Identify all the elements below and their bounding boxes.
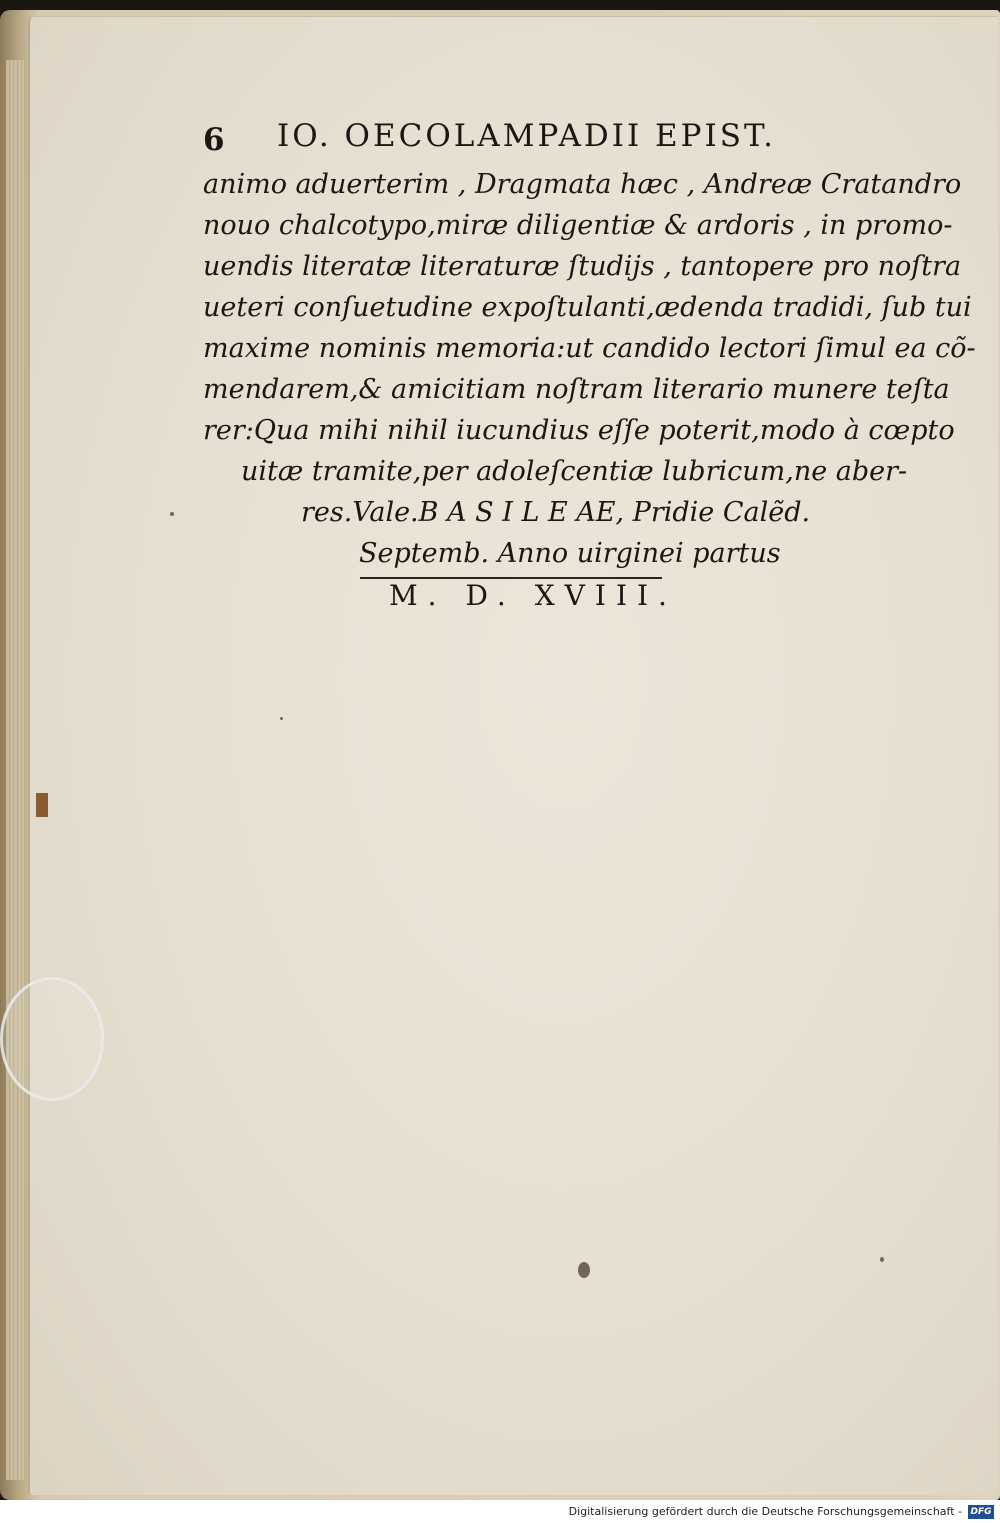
paper-spot	[280, 717, 283, 720]
text-line: rer:Qua mihi nihil iucundius eſſe poterit,modo à cœpto	[203, 415, 955, 446]
footer-strip	[0, 1500, 1000, 1523]
paper-spot	[578, 1262, 590, 1278]
running-title: IO. OECOLAMPADII EPIST.	[277, 118, 776, 154]
text-line: nouo chalcotypo,miræ diligentiæ & ardoris , in promo-	[203, 210, 953, 241]
text-line: ueteri conſuetudine expoſtulanti,ædenda tradidi, ſub tui	[203, 292, 972, 323]
dfg-logo: DFG	[968, 1505, 994, 1519]
text-line: maxime nominis memoria:ut candido lectori ſimul ea cõ-	[203, 333, 976, 364]
page-edges	[6, 60, 24, 1480]
funding-credit: Digitalisierung gefördert durch die Deutsche Forschungsgemeinschaft -	[568, 1505, 962, 1518]
text-line: animo aduerterim , Dragmata hæc , Andreæ Cratandro	[203, 169, 962, 200]
imprint-date: M. D. XVIII.	[389, 579, 677, 612]
text-line: uendis literatæ literaturæ ſtudijs , tantopere pro noſtra	[203, 251, 962, 282]
page-clip	[0, 977, 104, 1101]
paper-spot	[880, 1257, 884, 1262]
date-underline	[360, 577, 662, 579]
text-line: uitæ tramite,per adoleſcentiæ lubricum,ne aber-	[241, 456, 908, 487]
page-text	[203, 112, 976, 618]
text-line: mendarem,& amicitiam noſtram literario munere teſta	[203, 374, 950, 405]
bookmark-tab	[36, 793, 48, 817]
text-line: res.Vale.B A S I L E AE, Pridie Calẽd.	[301, 497, 811, 528]
text-line: Septemb. Anno uirginei partus	[359, 538, 781, 569]
page-number: 6	[203, 122, 227, 158]
page-header	[203, 112, 883, 164]
paper-spot	[170, 512, 174, 516]
